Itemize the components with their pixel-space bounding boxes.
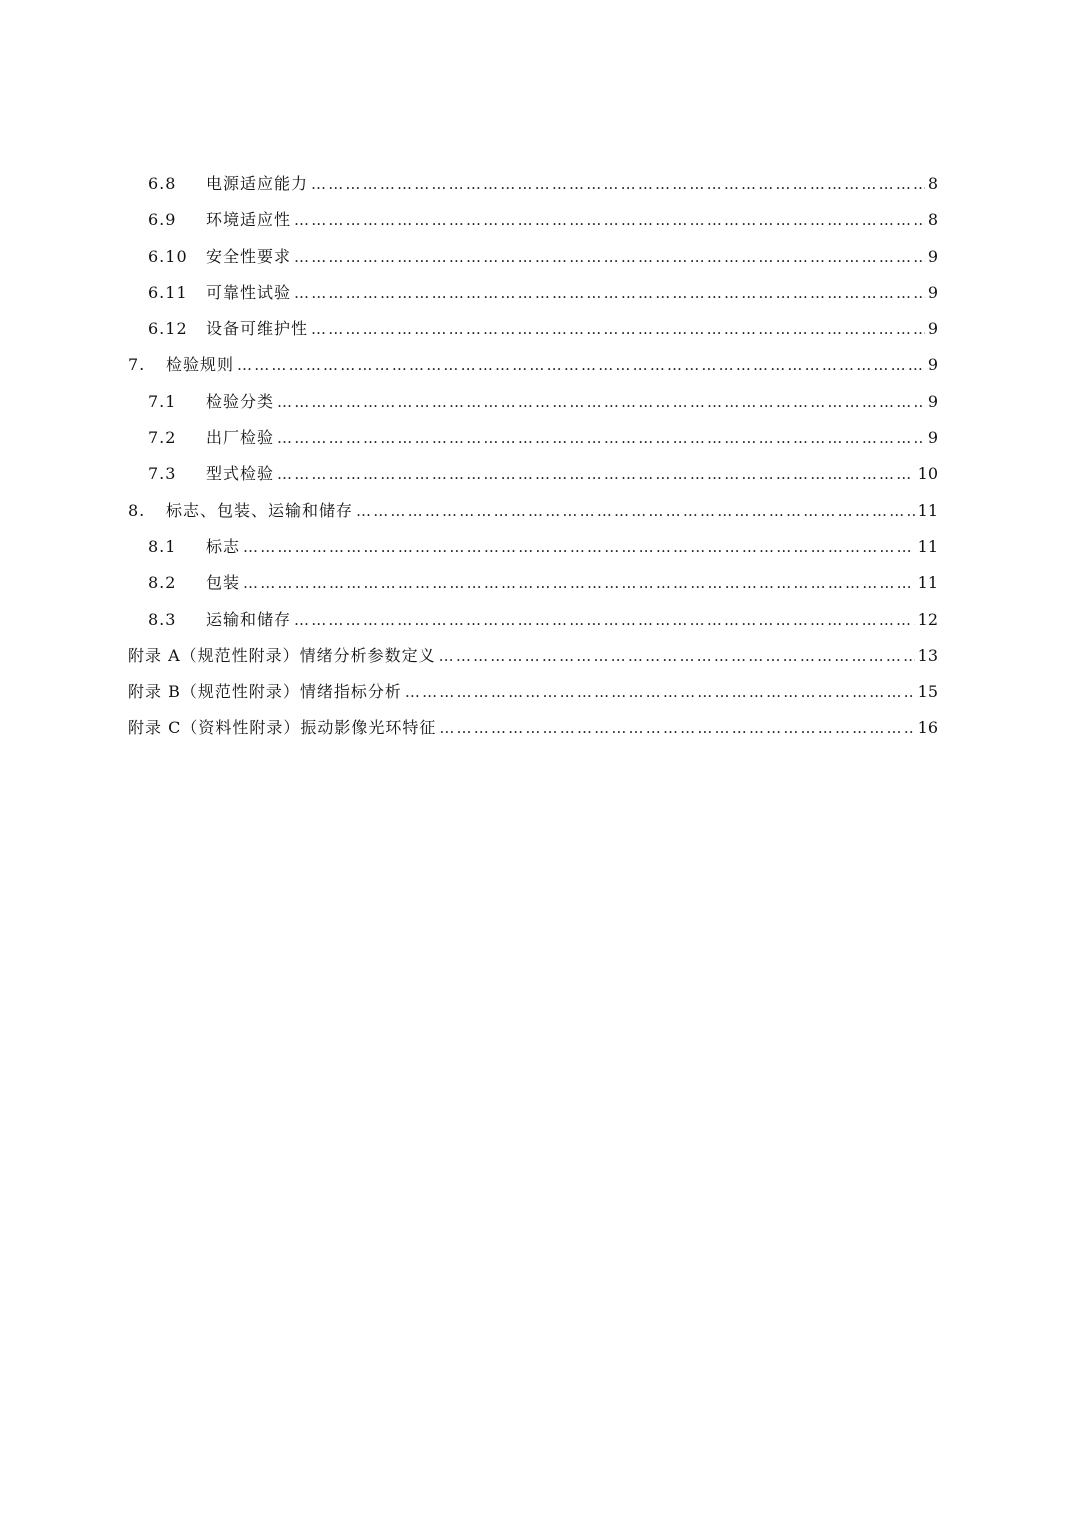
toc-entry-title: 可靠性试验 [206, 282, 292, 302]
toc-entry-number: 7.2 [148, 428, 177, 448]
toc-entry-title: 安全性要求 [206, 246, 292, 266]
toc-entry-page: 9 [927, 355, 938, 375]
toc-dot-leader [405, 674, 915, 710]
toc-entry-number: 8. [128, 500, 146, 520]
toc-entry-page: 9 [927, 428, 938, 448]
toc-entry-page: 15 [917, 682, 938, 702]
toc-entry-number: 8.3 [148, 609, 177, 629]
toc-entry-number: 6.11 [148, 282, 188, 302]
toc-entry-number: 附录 B [128, 682, 181, 702]
toc-entry-title: 标志、包装、运输和储存 [166, 500, 354, 520]
toc-entry-6-12[interactable] [128, 311, 938, 347]
toc-dot-leader [243, 565, 915, 601]
toc-entry-page: 9 [927, 246, 938, 266]
toc-entry-page: 11 [917, 500, 938, 520]
toc-entry-title: 出厂检验 [206, 428, 275, 448]
toc-entry-6-8[interactable] [128, 166, 938, 202]
toc-entry-7-2[interactable] [128, 420, 938, 456]
toc-entry-6-10[interactable] [128, 239, 938, 275]
toc-dot-leader [277, 456, 915, 492]
toc-entry-number: 6.10 [148, 246, 188, 266]
toc-entry-page: 16 [917, 718, 938, 738]
table-of-contents [128, 166, 938, 747]
toc-entry-page: 11 [917, 573, 938, 593]
toc-entry-page: 8 [927, 174, 938, 193]
toc-entry-7[interactable] [128, 347, 938, 383]
toc-dot-leader [311, 311, 925, 347]
toc-entry-7-3[interactable] [128, 456, 938, 492]
toc-entry-8-2[interactable] [128, 565, 938, 601]
toc-entry-page: 9 [927, 282, 938, 302]
toc-entry-6-11[interactable] [128, 275, 938, 311]
toc-entry-title: 标志 [206, 536, 241, 556]
toc-dot-leader [277, 420, 925, 456]
toc-dot-leader [294, 275, 925, 311]
toc-entry-title: （规范性附录）情绪指标分析 [180, 682, 402, 702]
toc-entry-number: 7.3 [148, 464, 177, 484]
toc-entry-title: 包装 [206, 573, 241, 593]
toc-entry-appendix-c[interactable] [128, 710, 938, 746]
toc-dot-leader [277, 384, 925, 420]
toc-dot-leader [311, 166, 925, 202]
toc-entry-7-1[interactable] [128, 384, 938, 420]
toc-entry-page: 10 [917, 464, 938, 484]
toc-dot-leader [243, 529, 915, 565]
toc-entry-8-1[interactable] [128, 529, 938, 565]
toc-dot-leader [237, 347, 925, 383]
toc-entry-number: 6.9 [148, 210, 177, 230]
toc-dot-leader [294, 239, 925, 275]
toc-entry-title: 电源适应能力 [206, 174, 309, 193]
toc-entry-appendix-a[interactable] [128, 638, 938, 674]
toc-entry-number: 6.12 [148, 319, 188, 339]
toc-entry-number: 8.1 [148, 536, 177, 556]
toc-entry-number: 6.8 [148, 174, 177, 193]
toc-entry-number: 8.2 [148, 573, 177, 593]
toc-entry-appendix-b[interactable] [128, 674, 938, 710]
toc-entry-number: 7. [128, 355, 146, 375]
toc-entry-title: 设备可维护性 [206, 319, 309, 339]
toc-dot-leader [294, 202, 925, 238]
toc-entry-8[interactable] [128, 493, 938, 529]
toc-entry-title: 检验规则 [166, 355, 235, 375]
toc-entry-page: 13 [917, 645, 938, 665]
toc-entry-title: 型式检验 [206, 464, 275, 484]
toc-entry-page: 12 [917, 609, 938, 629]
toc-entry-page: 11 [917, 536, 938, 556]
toc-dot-leader [439, 638, 915, 674]
toc-entry-number: 附录 A [128, 645, 181, 665]
toc-entry-title: 环境适应性 [206, 210, 292, 230]
toc-dot-leader [356, 493, 915, 529]
toc-dot-leader [294, 602, 915, 638]
toc-entry-title: （规范性附录）情绪分析参数定义 [180, 645, 436, 665]
toc-entry-8-3[interactable] [128, 602, 938, 638]
toc-entry-title: （资料性附录）振动影像光环特征 [181, 718, 437, 738]
toc-entry-number: 7.1 [148, 391, 177, 411]
toc-entry-6-9[interactable] [128, 202, 938, 238]
toc-entry-title: 检验分类 [206, 391, 275, 411]
toc-entry-title: 运输和储存 [206, 609, 292, 629]
toc-entry-page: 9 [927, 391, 938, 411]
toc-entry-page: 9 [927, 319, 938, 339]
toc-entry-page: 8 [927, 210, 938, 230]
toc-entry-number: 附录 C [128, 718, 182, 738]
toc-dot-leader [439, 710, 914, 746]
